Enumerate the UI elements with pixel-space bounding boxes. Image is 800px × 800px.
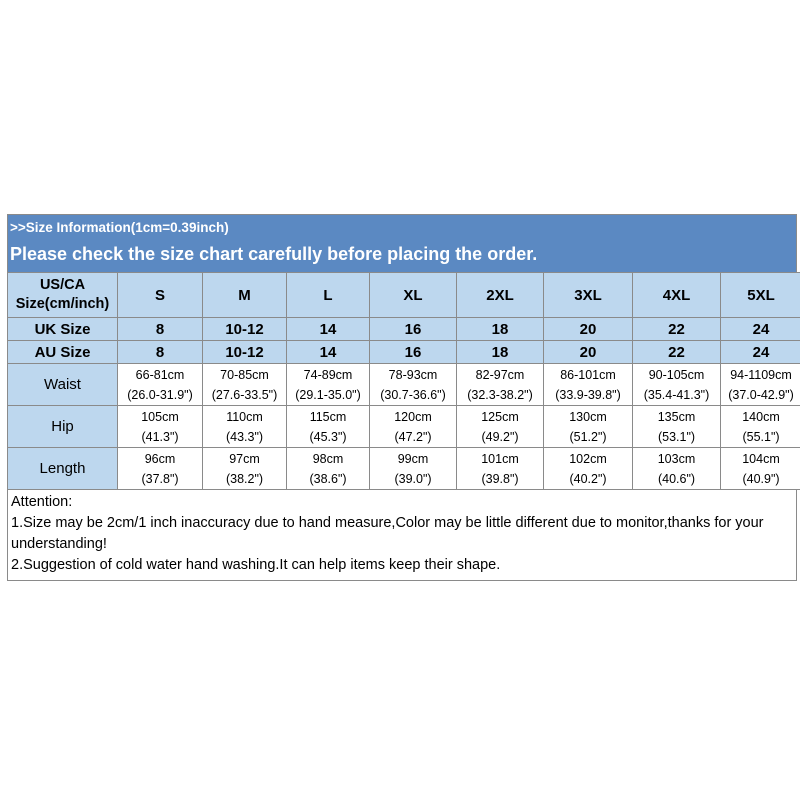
size-info-notice: Please check the size chart carefully before placing the order. bbox=[10, 244, 538, 264]
inch-value: (29.1-35.0") bbox=[295, 387, 361, 402]
au-size-cell: 24 bbox=[721, 341, 800, 364]
cm-value: 110cm bbox=[226, 409, 263, 424]
cm-value: 130cm bbox=[569, 409, 607, 424]
inch-value: (40.9") bbox=[742, 471, 780, 486]
inch-value: (30.7-36.6") bbox=[380, 387, 446, 402]
length-row bbox=[8, 448, 800, 490]
attention-note-2: 2.Suggestion of cold water hand washing.It can help items keep their shape. bbox=[11, 557, 501, 573]
uk-size-cell: 10-12 bbox=[203, 318, 287, 341]
waist-cell bbox=[287, 364, 370, 406]
uk-size-cell: 16 bbox=[370, 318, 457, 341]
inch-value: (39.0") bbox=[394, 471, 432, 486]
inch-value: (40.6") bbox=[657, 471, 696, 486]
inch-value: (51.2") bbox=[569, 429, 607, 444]
inch-value: (37.8") bbox=[141, 471, 179, 486]
inch-value: (39.8") bbox=[481, 471, 519, 486]
waist-cell bbox=[544, 364, 633, 406]
cm-value: 120cm bbox=[394, 409, 432, 424]
hip-cell bbox=[721, 406, 800, 448]
length-cell bbox=[287, 448, 370, 490]
uk-size-cell: 18 bbox=[457, 318, 544, 341]
length-cell bbox=[118, 448, 203, 490]
au-size-cell: 8 bbox=[118, 341, 203, 364]
au-size-cell: 22 bbox=[633, 341, 721, 364]
hip-label: Hip bbox=[8, 406, 118, 448]
uk-size-cell: 8 bbox=[118, 318, 203, 341]
inch-value: (38.2") bbox=[225, 471, 264, 486]
cm-value: 98cm bbox=[312, 451, 344, 466]
inch-value: (53.1") bbox=[657, 429, 696, 444]
length-label: Length bbox=[8, 448, 118, 490]
cm-value: 101cm bbox=[481, 451, 519, 466]
cm-value: 70-85cm bbox=[220, 367, 269, 382]
inch-value: (45.3") bbox=[309, 429, 347, 444]
length-cell bbox=[721, 448, 800, 490]
inch-value: (49.2") bbox=[481, 429, 519, 444]
length-cell bbox=[457, 448, 544, 490]
length-cell bbox=[544, 448, 633, 490]
cm-value: 99cm bbox=[397, 451, 429, 466]
au-size-cell: 10-12 bbox=[203, 341, 287, 364]
hip-cell bbox=[287, 406, 370, 448]
hip-cell bbox=[118, 406, 203, 448]
size-header: M bbox=[203, 273, 287, 318]
uk-size-cell: 14 bbox=[287, 318, 370, 341]
us-size-label-line2: Size(cm/inch) bbox=[15, 296, 110, 312]
inch-value: (55.1") bbox=[742, 429, 780, 444]
waist-cell bbox=[721, 364, 800, 406]
inch-value: (38.6") bbox=[309, 471, 347, 486]
size-header: 5XL bbox=[721, 273, 800, 318]
waist-label: Waist bbox=[8, 364, 118, 406]
length-cell bbox=[203, 448, 287, 490]
inch-value: (37.0-42.9") bbox=[728, 387, 794, 402]
uk-size-label: UK Size bbox=[8, 318, 118, 341]
au-size-label: AU Size bbox=[8, 341, 118, 364]
cm-value: 135cm bbox=[657, 409, 696, 424]
attention-heading: Attention: bbox=[11, 494, 73, 510]
cm-value: 102cm bbox=[569, 451, 607, 466]
inch-value: (27.6-33.5") bbox=[211, 387, 278, 402]
cm-value: 90-105cm bbox=[648, 367, 705, 382]
size-header: 2XL bbox=[457, 273, 544, 318]
uk-size-row bbox=[8, 318, 800, 341]
inch-value: (43.3") bbox=[225, 429, 264, 444]
cm-value: 104cm bbox=[742, 451, 780, 466]
cm-value: 125cm bbox=[481, 409, 519, 424]
us-size-label bbox=[8, 273, 118, 318]
hip-cell bbox=[544, 406, 633, 448]
waist-cell bbox=[370, 364, 457, 406]
inch-value: (47.2") bbox=[394, 429, 432, 444]
hip-cell bbox=[633, 406, 721, 448]
size-header: S bbox=[118, 273, 203, 318]
au-size-cell: 14 bbox=[287, 341, 370, 364]
hip-cell bbox=[457, 406, 544, 448]
size-info-banner bbox=[7, 214, 797, 272]
cm-value: 103cm bbox=[657, 451, 696, 466]
inch-value: (26.0-31.9") bbox=[127, 387, 193, 402]
au-size-cell: 18 bbox=[457, 341, 544, 364]
inch-value: (41.3") bbox=[141, 429, 179, 444]
inch-value: (32.3-38.2") bbox=[467, 387, 533, 402]
au-size-cell: 20 bbox=[544, 341, 633, 364]
au-size-cell: 16 bbox=[370, 341, 457, 364]
au-size-row bbox=[8, 341, 800, 364]
attention-note-1: 1.Size may be 2cm/1 inch inaccuracy due to hand measure,Color may be little different due to monitor,thanks for your understanding! bbox=[11, 515, 764, 552]
waist-cell bbox=[633, 364, 721, 406]
size-header: XL bbox=[370, 273, 457, 318]
cm-value: 74-89cm bbox=[303, 367, 353, 382]
uk-size-cell: 24 bbox=[721, 318, 800, 341]
us-size-row bbox=[8, 273, 800, 318]
length-cell bbox=[370, 448, 457, 490]
us-size-label-line1: US/CA bbox=[39, 277, 86, 293]
cm-value: 78-93cm bbox=[388, 367, 438, 382]
size-header: 4XL bbox=[633, 273, 721, 318]
size-info-title: >>Size Information(1cm=0.39inch) bbox=[10, 220, 229, 235]
size-chart bbox=[7, 214, 797, 581]
cm-value: 140cm bbox=[742, 409, 780, 424]
cm-value: 96cm bbox=[144, 451, 176, 466]
hip-cell bbox=[370, 406, 457, 448]
hip-cell bbox=[203, 406, 287, 448]
cm-value: 66-81cm bbox=[135, 367, 185, 382]
attention-notes bbox=[7, 490, 797, 581]
waist-cell bbox=[118, 364, 203, 406]
cm-value: 82-97cm bbox=[475, 367, 525, 382]
size-table bbox=[7, 272, 800, 490]
length-cell bbox=[633, 448, 721, 490]
inch-value: (35.4-41.3") bbox=[643, 387, 710, 402]
uk-size-cell: 22 bbox=[633, 318, 721, 341]
size-header: 3XL bbox=[544, 273, 633, 318]
cm-value: 86-101cm bbox=[560, 367, 616, 382]
waist-cell bbox=[457, 364, 544, 406]
cm-value: 115cm bbox=[309, 409, 347, 424]
waist-row bbox=[8, 364, 800, 406]
cm-value: 94-1109cm bbox=[730, 367, 792, 382]
size-header: L bbox=[287, 273, 370, 318]
cm-value: 97cm bbox=[229, 451, 260, 466]
cm-value: 105cm bbox=[141, 409, 179, 424]
hip-row bbox=[8, 406, 800, 448]
waist-cell bbox=[203, 364, 287, 406]
inch-value: (33.9-39.8") bbox=[555, 387, 621, 402]
inch-value: (40.2") bbox=[569, 471, 607, 486]
uk-size-cell: 20 bbox=[544, 318, 633, 341]
